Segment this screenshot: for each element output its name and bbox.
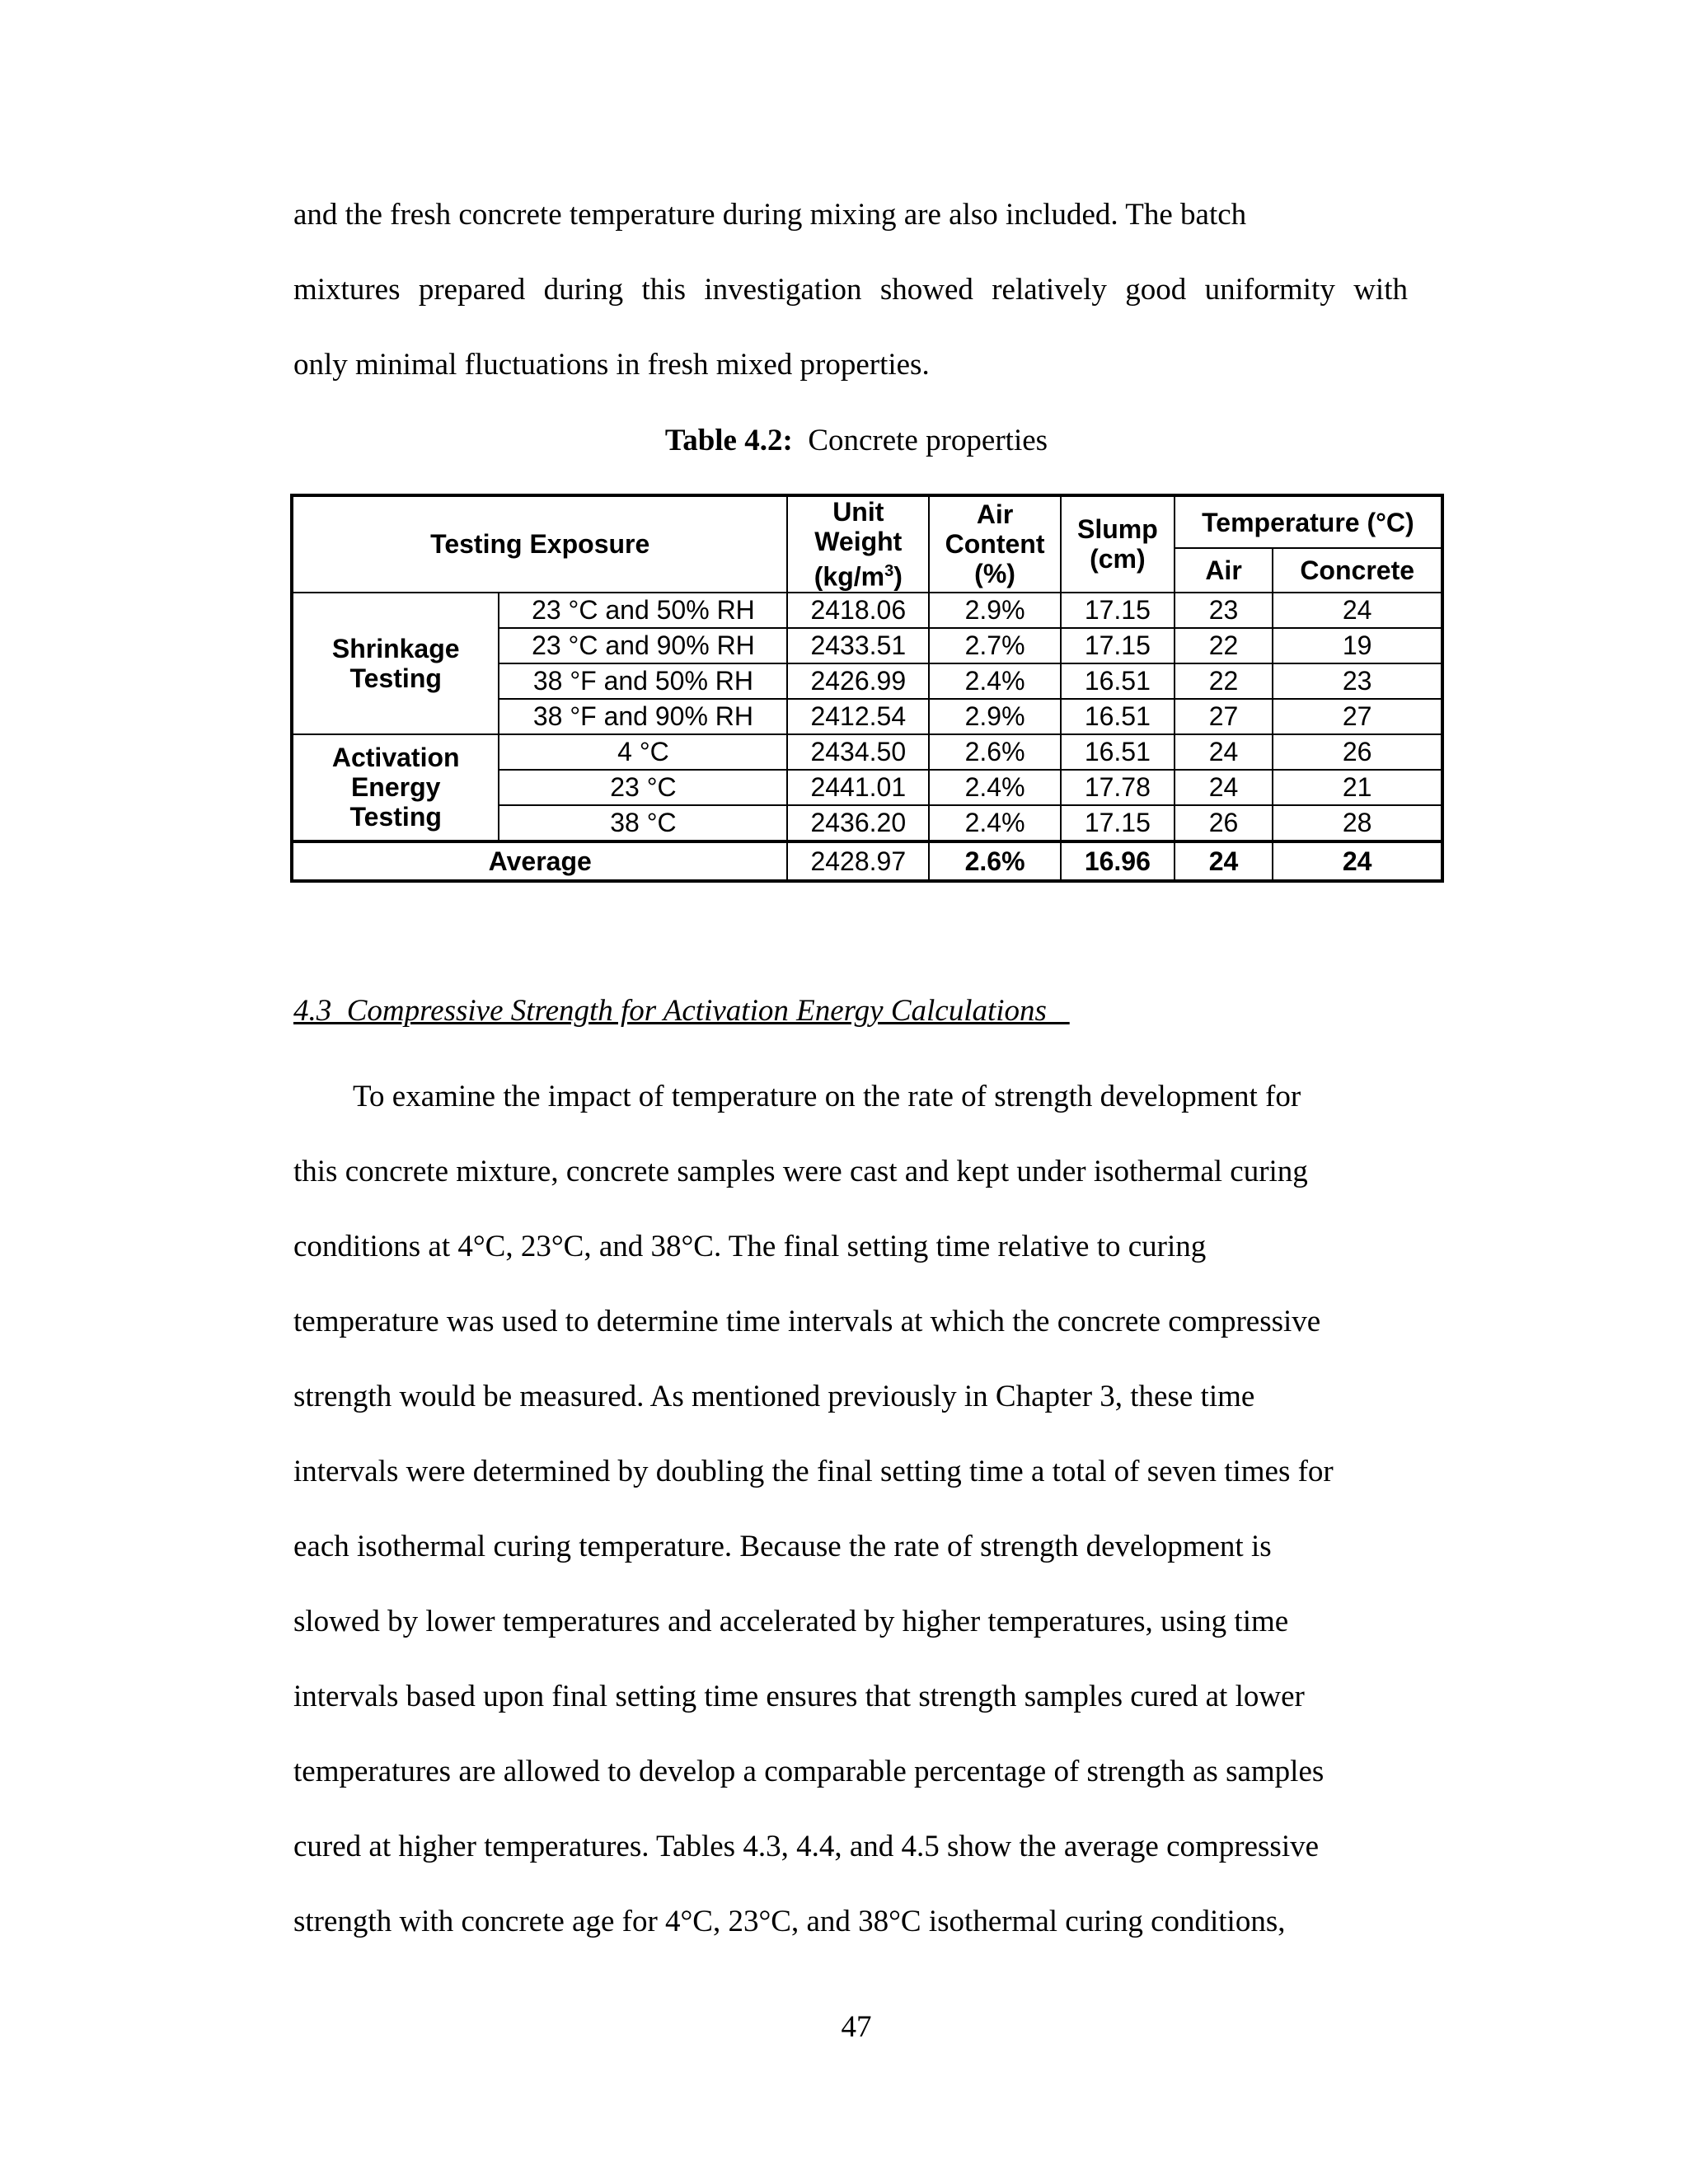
header-air-content: Air Content (%) [929,495,1061,593]
exposure-cell: 38 °F and 90% RH [499,699,787,734]
temp-concrete-cell: 24 [1273,593,1442,628]
avg-air-content: 2.6% [929,841,1061,881]
header-temp-concrete: Concrete [1273,548,1442,592]
unit-weight-cell: 2426.99 [787,663,929,699]
temp-concrete-cell: 28 [1273,805,1442,841]
average-label: Average [292,841,787,881]
air-content-cell: 2.7% [929,628,1061,663]
concrete-properties-table-wrap [290,494,1444,883]
air-content-cell: 2.9% [929,699,1061,734]
air-content-cell: 2.4% [929,770,1061,805]
caption-text: Concrete properties [808,424,1048,457]
header-unit-weight: Unit Weight $(kg/m^3)$ [787,495,929,593]
air-content-cell: 2.6% [929,734,1061,770]
body-line: each isothermal curing temperature. Because the rate of strength development is [293,1530,1272,1563]
temp-concrete-cell: 21 [1273,770,1442,805]
unit-weight-cell: 2441.01 [787,770,929,805]
body-line: To examine the impact of temperature on the rate of strength development for [353,1080,1301,1113]
slump-cell: 16.51 [1061,663,1175,699]
body-line: this concrete mixture, concrete samples were cast and kept under isothermal curing [293,1155,1308,1188]
intro-line: and the fresh concrete temperature during mixing are also included. The batch [293,198,1247,232]
concrete-properties-table [290,494,1444,883]
table-caption [0,416,1688,466]
avg-slump: 16.96 [1061,841,1175,881]
avg-temp-air: 24 [1175,841,1273,881]
air-content-cell: 2.9% [929,593,1061,628]
body-line: strength would be measured. As mentioned previously in Chapter 3, these time [293,1380,1255,1413]
temp-air-cell: 26 [1175,805,1273,841]
intro-line: only minimal fluctuations in fresh mixed properties. [293,348,930,382]
exposure-cell: 23 °C [499,770,787,805]
exposure-cell: 23 °C and 90% RH [499,628,787,663]
exposure-cell: 23 °C and 50% RH [499,593,787,628]
air-content-cell: 2.4% [929,663,1061,699]
exposure-cell: 4 °C [499,734,787,770]
slump-cell: 16.51 [1061,734,1175,770]
body-paragraph [293,1059,1408,1959]
slump-cell: 16.51 [1061,699,1175,734]
avg-temp-concrete: 24 [1273,841,1442,881]
temp-air-cell: 24 [1175,770,1273,805]
body-line: conditions at 4°C, 23°C, and 38°C. The final setting time relative to curing [293,1230,1207,1263]
unit-weight-cell: 2412.54 [787,699,929,734]
intro-paragraph [293,177,1408,402]
temp-air-cell: 22 [1175,663,1273,699]
body-line: slowed by lower temperatures and accelerated by higher temperatures, using time [293,1605,1289,1638]
header-temperature: Temperature (°C) [1175,495,1442,548]
exposure-cell: 38 °C [499,805,787,841]
group-activation-energy-testing: Activation Energy Testing [292,734,499,841]
unit-weight-cell: 2433.51 [787,628,929,663]
slump-cell: 17.15 [1061,628,1175,663]
temp-concrete-cell: 27 [1273,699,1442,734]
header-slump: Slump (cm) [1061,495,1175,593]
unit-weight-cell: 2436.20 [787,805,929,841]
body-line: temperatures are allowed to develop a comparable percentage of strength as samples [293,1755,1325,1788]
body-line: intervals based upon final setting time ensures that strength samples cured at lower [293,1680,1305,1713]
table-row [292,593,1442,628]
air-content-cell: 2.4% [929,805,1061,841]
caption-label: Table 4.2: [664,424,793,457]
body-line: cured at higher temperatures. Tables 4.3, 4.4, and 4.5 show the average compressive [293,1830,1320,1863]
page-number: 47 [841,2010,872,2044]
unit-weight-cell: 2434.50 [787,734,929,770]
body-line: strength with concrete age for 4°C, 23°C, and 38°C isothermal curing conditions, [293,1905,1286,1938]
avg-unit-weight: 2428.97 [787,841,929,881]
temp-air-cell: 23 [1175,593,1273,628]
group-shrinkage-testing: Shrinkage Testing [292,593,499,734]
header-temp-air: Air [1175,548,1273,592]
slump-cell: 17.15 [1061,805,1175,841]
average-row [292,841,1442,881]
unit-weight-cell: 2418.06 [787,593,929,628]
table-row [292,734,1442,770]
temp-air-cell: 24 [1175,734,1273,770]
temp-concrete-cell: 23 [1273,663,1442,699]
temp-concrete-cell: 19 [1273,628,1442,663]
exposure-cell: 38 °F and 50% RH [499,663,787,699]
section-heading: 4.3 Compressive Strength for Activation Energy Calculations [293,994,1070,1028]
slump-cell: 17.15 [1061,593,1175,628]
temp-concrete-cell: 26 [1273,734,1442,770]
body-line: temperature was used to determine time intervals at which the concrete compressive [293,1305,1321,1338]
temp-air-cell: 27 [1175,699,1273,734]
body-line: intervals were determined by doubling the final setting time a total of seven times for [293,1455,1334,1488]
header-testing-exposure: Testing Exposure [292,495,787,593]
intro-line: mixtures prepared during this investigation showed relatively good uniformity with [293,273,1408,307]
slump-cell: 17.78 [1061,770,1175,805]
temp-air-cell: 22 [1175,628,1273,663]
